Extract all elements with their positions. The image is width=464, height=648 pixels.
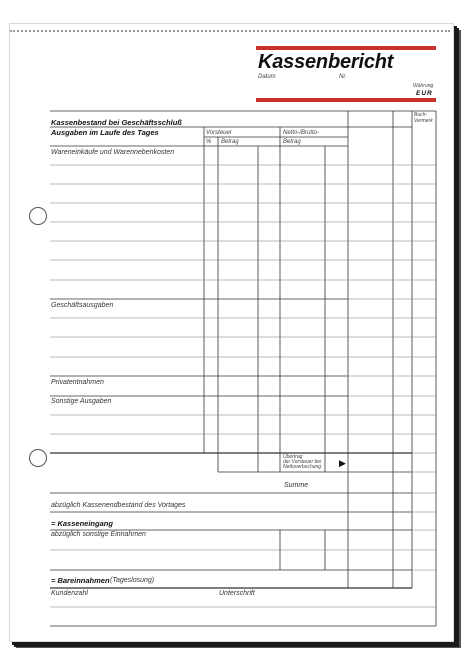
currency-value: EUR [416, 90, 433, 97]
waehrung-label: Währung [413, 83, 434, 89]
uebertrag-line1: Übertrag [283, 454, 303, 460]
netto-brutto-header: Netto-/Brutto- [283, 130, 320, 136]
kasseneingang-label: = Kasseneingang [51, 519, 113, 528]
datum-label: Datum [258, 74, 276, 80]
nr-label: Nr. [339, 74, 347, 80]
vorsteuer-header: Vorsteuer [206, 130, 232, 136]
buchvermerk-line2: Vermerk [414, 118, 433, 124]
unterschrift-label: Unterschrift [219, 590, 255, 597]
carryover-arrow-icon: ▶ [339, 458, 346, 468]
summe-label: Summe [284, 482, 309, 489]
kundenzahl-label: Kundenzahl [51, 590, 88, 597]
tageslosung-label: (Tageslosung) [110, 577, 155, 584]
geschaeftsausgaben-label: Geschäftsausgaben [51, 302, 114, 309]
wareneinkaeufe-label: Wareneinkäufe und Warennebenkosten [51, 149, 175, 156]
vorsteuer-percent-header: % [206, 139, 212, 145]
uebertrag-line3: Nettoverbuchung [283, 464, 322, 470]
privatentnahmen-label: Privatentnahmen [51, 379, 104, 386]
uebertrag-line2: der Vorsteuer bei [283, 459, 322, 465]
vorsteuer-betrag-header: Betrag [221, 139, 239, 145]
bareinnahmen-label: = Bareinnahmen [51, 576, 110, 585]
sonstige-ausgaben-label: Sonstige Ausgaben [51, 398, 112, 405]
buchvermerk-line1: Buch- [414, 112, 428, 118]
form-title: Kassenbericht [258, 51, 394, 73]
kassenbestand-heading: Kassenbestand bei Geschäftsschluß [51, 118, 182, 127]
abzueglich-sonstige-label: abzüglich sonstige Einnahmen [51, 531, 146, 538]
abzueglich-kassenendbestand-label: abzüglich Kassenendbestand des Vortages [51, 502, 186, 509]
ausgaben-heading: Ausgaben im Laufe des Tages [51, 128, 159, 137]
netto-betrag-header: Betrag [283, 139, 301, 145]
